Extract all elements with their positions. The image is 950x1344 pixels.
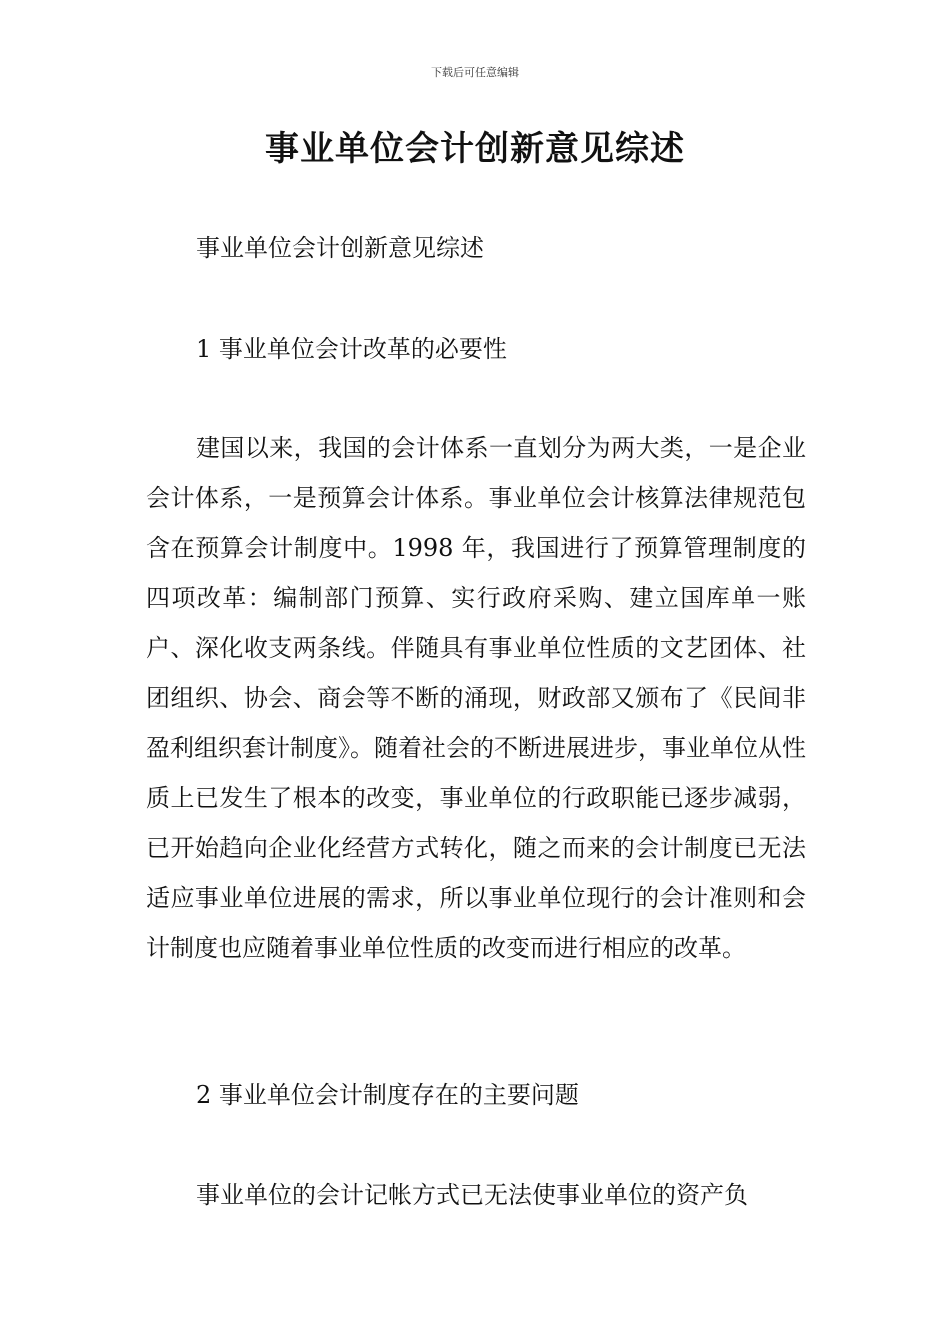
header-note: 下载后可任意编辑 <box>431 66 519 79</box>
section-2-paragraph: 事业单位的会计记帐方式已无法使事业单位的资产负 <box>196 1181 748 1209</box>
document-subtitle: 事业单位会计创新意见综述 <box>196 234 484 262</box>
section-1-heading: 1 事业单位会计改革的必要性 <box>196 335 507 363</box>
section-2-heading: 2 事业单位会计制度存在的主要问题 <box>196 1081 579 1109</box>
section-1-paragraph: 建国以来，我国的会计体系一直划分为两大类，一是企业会计体系，一是预算会计体系。事业单位会计核算法律规范包含在预算会计制度中。1998 年，我国进行了预算管理制度的四项改革：编制部门预算、实行政府采购、建立国库单一账户、深化收支两条线。伴随具有事业单位性质的文艺团体、社团组织、协会、商会等不断的涌现，财政部又颁布了《民间非盈利组织套计制度》。随着社会的不断进展进步，事业单位从性质上已发生了根本的改变，事业单位的行政职能已逐步减弱，已开始趋向企业化经营方式转化，随之而来的会计制度已无法适应事业单位进展的需求，所以事业单位现行的会计准则和会计制度也应随着事业单位性质的改变而进行相应的改革。 <box>146 434 806 962</box>
document-title: 事业单位会计创新意见综述 <box>265 129 685 169</box>
